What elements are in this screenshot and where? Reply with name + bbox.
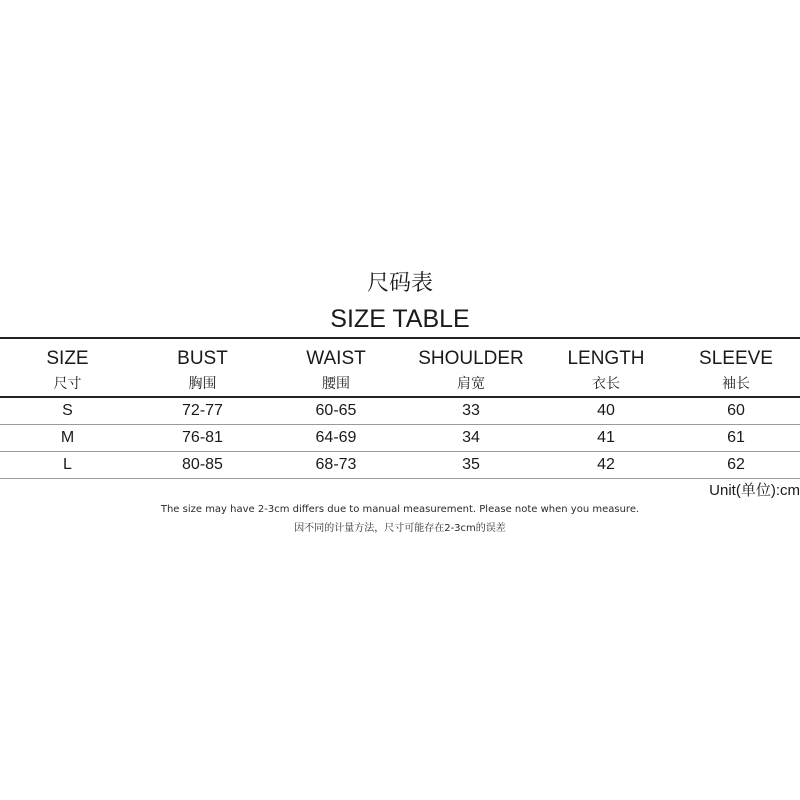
table-cell-length: 40: [540, 397, 672, 425]
table-cell-bust: 76-81: [135, 425, 270, 452]
size-table-title: SIZE TABLE: [330, 305, 470, 333]
table-cell-bust: 80-85: [135, 452, 270, 479]
table-cell-waist: 68-73: [270, 452, 402, 479]
header-row-chinese: [0, 370, 800, 397]
column-header-shoulder: SHOULDER: [402, 338, 540, 370]
table-cell-size: L: [0, 452, 135, 479]
column-subheader-waist: 腰围: [270, 370, 402, 397]
size-table: [0, 337, 800, 479]
table-cell-shoulder: 33: [402, 397, 540, 425]
table-cell-sleeve: 60: [672, 397, 800, 425]
column-subheader-sleeve: 袖长: [672, 370, 800, 397]
table-cell-length: 42: [540, 452, 672, 479]
table-cell-size: M: [0, 425, 135, 452]
column-header-size: SIZE: [0, 338, 135, 370]
table-row: [0, 397, 800, 425]
table-cell-size: S: [0, 397, 135, 425]
column-header-bust: BUST: [135, 338, 270, 370]
header-row-english: [0, 338, 800, 370]
unit-label: Unit(单位):cm: [709, 482, 800, 499]
column-header-length: LENGTH: [540, 338, 672, 370]
column-subheader-length: 衣长: [540, 370, 672, 397]
measurement-note: The size may have 2-3cm differs due to manual measurement. Please note when you measure.: [160, 504, 640, 515]
table-cell-shoulder: 35: [402, 452, 540, 479]
table-cell-shoulder: 34: [402, 425, 540, 452]
table-row: [0, 452, 800, 479]
table-cell-waist: 64-69: [270, 425, 402, 452]
column-subheader-size: 尺寸: [0, 370, 135, 397]
size-table-title-chinese: 尺码表: [366, 271, 433, 296]
table-cell-sleeve: 61: [672, 425, 800, 452]
column-header-waist: WAIST: [270, 338, 402, 370]
table-cell-length: 41: [540, 425, 672, 452]
table-row: [0, 425, 800, 452]
column-subheader-shoulder: 肩宽: [402, 370, 540, 397]
column-subheader-bust: 胸围: [135, 370, 270, 397]
measurement-note-chinese: 因不同的计量方法，尺寸可能存在2-3cm的误差: [294, 523, 506, 534]
table-cell-bust: 72-77: [135, 397, 270, 425]
table-cell-sleeve: 62: [672, 452, 800, 479]
column-header-sleeve: SLEEVE: [672, 338, 800, 370]
table-cell-waist: 60-65: [270, 397, 402, 425]
